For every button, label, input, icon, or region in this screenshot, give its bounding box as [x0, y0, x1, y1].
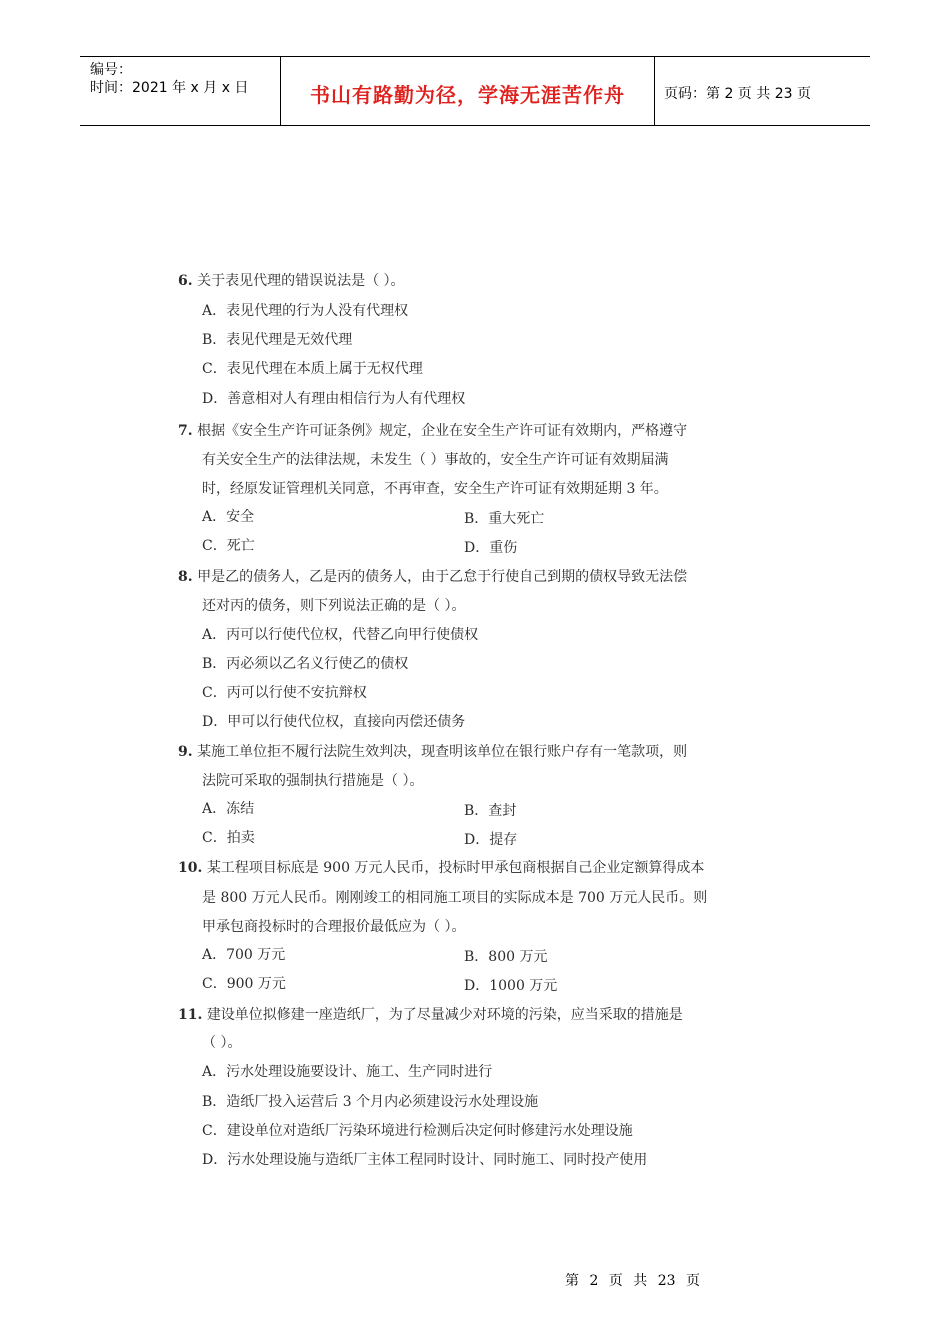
question-6-option-d: D．善意相对人有理由相信行为人有代理权: [202, 391, 466, 407]
question-7-option-d: D．重伤: [464, 540, 518, 556]
question-text: 根据《安全生产许可证条例》规定，企业在安全生产许可证有效期内，严格遵守: [197, 423, 688, 439]
question-number: 9.: [178, 744, 193, 760]
header-page-cell: [654, 57, 870, 125]
question-8-option-c: C．丙可以行使不安抗辩权: [202, 685, 367, 701]
question-11-option-b: B．造纸厂投入运营后 3 个月内必须建设污水处理设施: [202, 1094, 539, 1110]
question-10-line-3: 甲承包商投标时的合理报价最低应为（ ）。: [202, 919, 466, 935]
question-8-option-d: D．甲可以行使代位权，直接向丙偿还债务: [202, 714, 466, 730]
header-meta-cell: [80, 57, 280, 125]
question-10-option-b: B．800 万元: [464, 949, 548, 965]
question-7-line-3: 时，经原发证管理机关同意，不再审查，安全生产许可证有效期延期 3 年。: [202, 481, 668, 497]
question-number: 8.: [178, 569, 193, 585]
question-11-line-2: （ ）。: [202, 1035, 242, 1051]
question-11-option-c: C．建设单位对造纸厂污染环境进行检测后决定何时修建污水处理设施: [202, 1123, 633, 1139]
question-11-option-d: D．污水处理设施与造纸厂主体工程同时设计、同时施工、同时投产使用: [202, 1152, 648, 1168]
page-info: 页码：第 2 页 共 23 页: [664, 86, 811, 102]
question-10-line-2: 是 800 万元人民币。刚刚竣工的相同施工项目的实际成本是 700 万元人民币。则: [202, 890, 708, 906]
question-9-option-b: B．查封: [464, 803, 517, 819]
question-10-option-c: C．900 万元: [202, 976, 286, 992]
time-label: 时间：2021 年 x 月 x 日: [90, 80, 249, 96]
question-text: 甲是乙的债务人，乙是丙的债务人，由于乙怠于行使自己到期的债权导致无法偿: [197, 569, 688, 585]
question-7-option-c: C．死亡: [202, 538, 255, 554]
header-motto-cell: [280, 57, 655, 125]
question-number: 11.: [178, 1007, 203, 1023]
question-7-option-a: A．安全: [202, 509, 255, 525]
question-7-option-b: B．重大死亡: [464, 511, 545, 527]
question-11-stem: [178, 1004, 683, 1024]
question-8-option-a: A．丙可以行使代位权，代替乙向甲行使债权: [202, 627, 479, 643]
question-6-stem: [178, 270, 405, 290]
serial-label: 编号：: [90, 62, 132, 78]
question-11-option-a: A．污水处理设施要设计、施工、生产同时进行: [202, 1064, 493, 1080]
question-8-stem: [178, 566, 687, 586]
question-number: 6.: [178, 273, 193, 289]
question-number: 7.: [178, 423, 193, 439]
question-6-option-b: B．表见代理是无效代理: [202, 332, 353, 348]
question-9-line-2: 法院可采取的强制执行措施是（ ）。: [202, 773, 424, 789]
question-6-option-c: C．表见代理在本质上属于无权代理: [202, 361, 423, 377]
page-footer: 第 2 页 共 23 页: [565, 1273, 700, 1289]
question-text: 建设单位拟修建一座造纸厂，为了尽量减少对环境的污染，应当采取的措施是: [206, 1007, 683, 1023]
question-text: 某施工单位拒不履行法院生效判决，现查明该单位在银行账户存有一笔款项，则: [197, 744, 688, 760]
document-header: [80, 56, 870, 126]
question-8-line-2: 还对丙的债务，则下列说法正确的是（ ）。: [202, 598, 466, 614]
question-9-stem: [178, 741, 687, 761]
question-number: 10.: [178, 860, 203, 876]
question-6-option-a: A．表见代理的行为人没有代理权: [202, 303, 409, 319]
question-9-option-c: C．拍卖: [202, 830, 255, 846]
question-9-option-a: A．冻结: [202, 801, 255, 817]
question-8-option-b: B．丙必须以乙名义行使乙的债权: [202, 656, 409, 672]
question-10-option-d: D．1000 万元: [464, 978, 558, 994]
question-10-stem: [178, 857, 704, 877]
question-7-line-2: 有关安全生产的法律法规，未发生（ ）事故的，安全生产许可证有效期届满: [202, 452, 669, 468]
exam-content: [176, 262, 716, 1182]
question-text: 关于表见代理的错误说法是（ ）。: [197, 273, 405, 289]
motto-text: 书山有路勤为径，学海无涯苦作舟: [310, 83, 625, 107]
question-9-option-d: D．提存: [464, 832, 518, 848]
question-10-option-a: A．700 万元: [202, 947, 286, 963]
question-text: 某工程项目标底是 900 万元人民币，投标时甲承包商根据自己企业定额算得成本: [206, 860, 705, 876]
question-7-stem: [178, 420, 687, 440]
